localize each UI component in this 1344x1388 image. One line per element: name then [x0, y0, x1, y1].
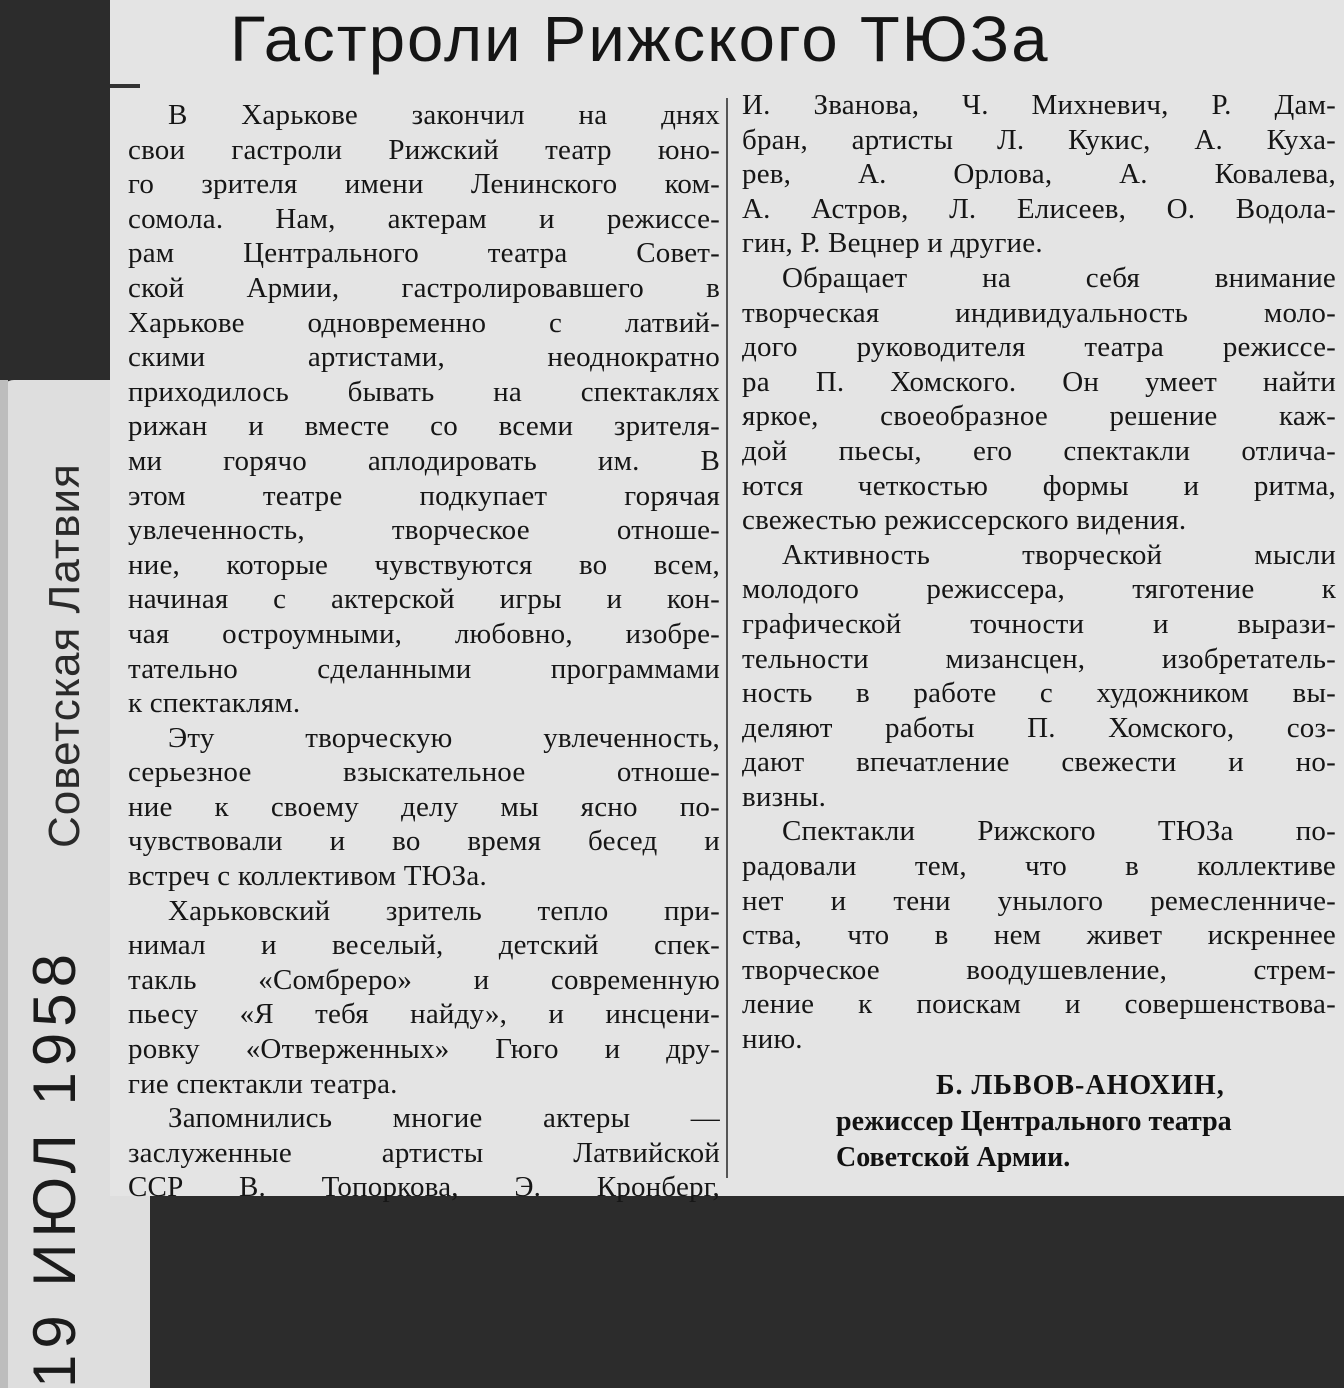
text-line: дой пьесы, его спектакли отлича-	[742, 434, 1336, 467]
text-line: визны.	[742, 780, 827, 813]
text-line: Харьковский зритель тепло при-	[168, 894, 720, 927]
text-line: И. Званова, Ч. Михневич, Р. Дам-	[742, 89, 1336, 121]
article-title: Гастроли Рижского ТЮЗа	[230, 3, 1050, 75]
text-line: ние к своему делу мы ясно по-	[128, 790, 720, 823]
text-line: Запомнились многие актеры —	[168, 1102, 720, 1135]
text-line: А. Астров, Л. Елисеев, О. Водола-	[742, 192, 1336, 225]
text-line: бран, артисты Л. Кукис, А. Куха-	[742, 123, 1336, 156]
text-line: Спектакли Рижского ТЮЗа по-	[782, 815, 1336, 848]
text-line: дают впечатление свежести и но-	[742, 746, 1336, 779]
text-line: творческое воодушевление, стрем-	[742, 953, 1336, 986]
text-line: нет и тени унылого ремесленниче-	[742, 884, 1336, 917]
article-column-left	[128, 98, 720, 1205]
text-line: яркое, своеобразное решение каж-	[742, 400, 1336, 433]
text-line: графической точности и вырази-	[742, 607, 1336, 640]
text-line: го зрителя имени Ленинского ком-	[128, 168, 720, 201]
author-organization: Советской Армии.	[836, 1142, 1071, 1173]
text-line: деляют работы П. Хомского, соз-	[742, 711, 1336, 744]
text-line: ление к поискам и совершенствова-	[742, 988, 1336, 1021]
text-line: ние, которые чувствуются во всем,	[128, 548, 720, 581]
text-line: увлеченность, творческое отноше-	[128, 514, 720, 547]
text-line: ровку «Отверженных» Гюго и дру-	[128, 1033, 720, 1066]
text-line: рижан и вместе со всеми зрителя-	[128, 410, 720, 443]
text-line: рев, А. Орлова, А. Ковалева,	[742, 158, 1336, 191]
text-line: ССР В. Топоркова, Э. Кронберг,	[128, 1171, 720, 1204]
text-line: ра П. Хомского. Он умеет найти	[742, 365, 1336, 398]
text-line: к спектаклям.	[128, 687, 301, 720]
text-line: нию.	[742, 1023, 803, 1056]
text-line: дого руководителя театра режиссе-	[742, 331, 1336, 364]
text-line: радовали тем, что в коллективе	[742, 850, 1336, 883]
text-line: гин, Р. Вецнер и другие.	[742, 227, 1043, 260]
author-signature	[836, 1068, 1341, 1176]
text-line: заслуженные артисты Латвийской	[128, 1136, 720, 1169]
text-line: ства, что в нем живет искреннее	[742, 919, 1336, 952]
text-line: тательно сделанными программами	[128, 652, 720, 685]
newspaper-name-stamp: Советская Латвия	[40, 463, 89, 848]
text-line: творческая индивидуальность моло-	[742, 296, 1336, 329]
text-line: скими артистами, неоднократно	[128, 341, 720, 374]
text-line: ской Армии, гастролировавшего в	[128, 271, 720, 304]
strip-shadow	[0, 380, 8, 1388]
text-line: ми горячо аплодировать им. В	[128, 444, 720, 477]
text-line: Обращает на себя внимание	[782, 261, 1336, 294]
author-name: Б. ЛЬВОВ-АНОХИН,	[936, 1070, 1225, 1101]
text-line: приходилось бывать на спектаклях	[128, 375, 720, 408]
text-line: Активность творческой мысли	[782, 538, 1336, 571]
text-line: такль «Сомбреро» и современную	[128, 963, 720, 996]
text-line: гие спектакли театра.	[128, 1067, 398, 1100]
text-line: молодого режиссера, тяготение к	[742, 573, 1336, 606]
text-line: чая остроумными, любовно, изобре-	[128, 617, 720, 650]
text-line: серьезное взыскательное отноше-	[128, 756, 720, 789]
text-line: этом театре подкупает горячая	[128, 479, 720, 512]
article-column-right	[742, 88, 1336, 1057]
text-line: сомола. Нам, актерам и режиссе-	[128, 202, 720, 235]
text-line: встреч с коллективом ТЮЗа.	[128, 860, 487, 893]
text-line: нимал и веселый, детский спек-	[128, 929, 720, 962]
text-line: ются четкостью формы и ритма,	[742, 469, 1336, 502]
text-line: Эту творческую увлеченность,	[168, 721, 720, 754]
text-line: В Харькове закончил на днях	[168, 99, 720, 131]
author-role: режиссер Центрального театра	[836, 1106, 1232, 1137]
date-stamp: 19 ИЮЛ 1958	[21, 948, 88, 1388]
text-line: свои гастроли Рижский театр юно-	[128, 133, 720, 166]
edge-mark	[110, 84, 140, 88]
text-line: ность в работе с художником вы-	[742, 677, 1336, 710]
text-line: начиная с актерской игры и кон-	[128, 583, 720, 616]
text-line: Харькове одновременно с латвий-	[128, 306, 720, 339]
text-line: свежестью режиссерского видения.	[742, 504, 1187, 537]
column-divider	[726, 98, 728, 1178]
text-line: тельности мизансцен, изобретатель-	[742, 642, 1336, 675]
text-line: пьесу «Я тебя найду», и инсцени-	[128, 998, 720, 1031]
text-line: чувствовали и во время бесед и	[128, 825, 720, 858]
text-line: рам Центрального театра Совет-	[128, 237, 720, 270]
